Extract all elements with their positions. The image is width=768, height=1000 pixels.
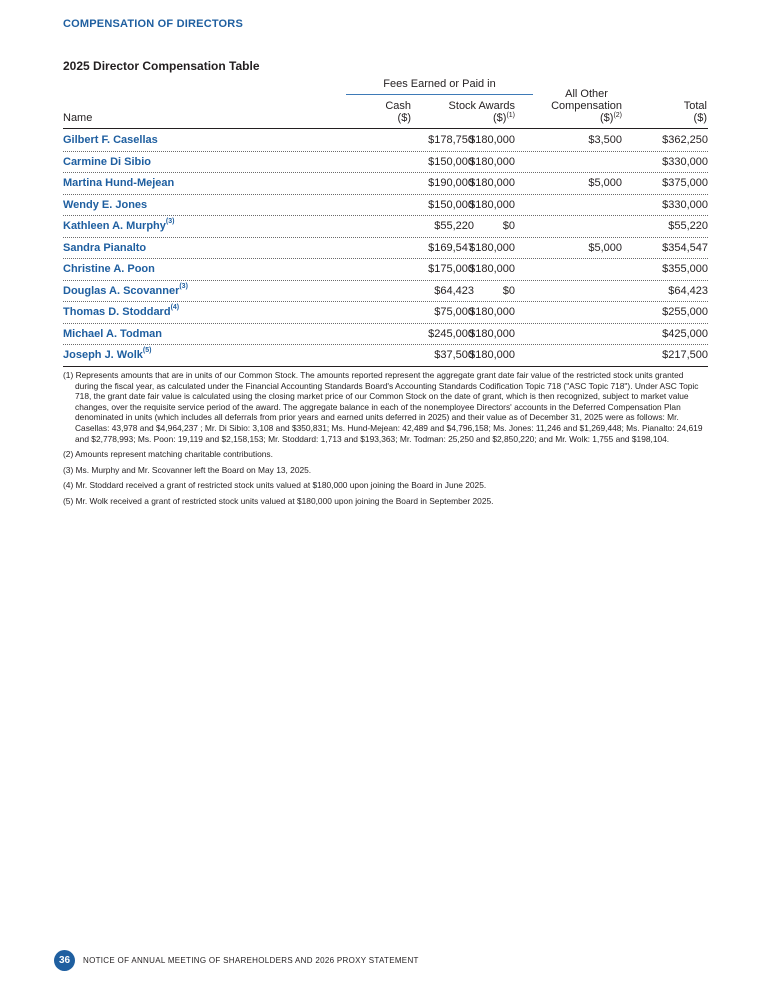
fees-group-rule (346, 94, 533, 95)
cash-value: $190,000 (428, 177, 474, 189)
column-header-total (684, 100, 707, 124)
footnotes (63, 370, 708, 512)
fees-group-header: Fees Earned or Paid in (383, 78, 496, 90)
cash-value: $37,500 (434, 349, 474, 361)
total-header-line1: Total (683, 100, 707, 112)
cash-value: $178,750 (428, 134, 474, 146)
director-name: Joseph J. Wolk$^{(5)}$ (63, 347, 152, 361)
table-row (63, 130, 708, 152)
stock-value: $0 (502, 220, 515, 232)
stock-value: $180,000 (469, 327, 515, 340)
total-value: $217,500 (662, 349, 708, 361)
stock-value: $180,000 (469, 306, 515, 318)
stock-header-line2: ($) (492, 112, 507, 124)
section-header: COMPENSATION OF DIRECTORS (63, 18, 243, 30)
table-row (63, 324, 708, 346)
table-row (63, 259, 708, 281)
stock-header-line1: Stock Awards (448, 100, 515, 112)
footnote-ref-1: (1) (506, 112, 515, 119)
column-header-stock-awards (449, 100, 515, 124)
other-value: $5,000 (588, 241, 622, 254)
footnote-5: (5) Mr. Wolk received a grant of restricted stock units valued at $180,000 upon joining the Board in September 2025. (63, 495, 494, 506)
footnote-ref-2: (2) (613, 112, 622, 119)
other-header-line2: Compensation (551, 100, 622, 112)
director-name: Thomas D. Stoddard$^{(4)}$ (63, 304, 180, 318)
cash-value: $245,000 (428, 327, 474, 340)
cash-header-line1: Cash (385, 100, 411, 112)
total-value: $330,000 (662, 155, 708, 168)
total-value: $55,220 (668, 220, 708, 232)
total-value: $64,423 (668, 284, 708, 297)
column-header-name: Name (63, 112, 93, 124)
director-name: Sandra Pianalto (63, 241, 147, 254)
cash-value: $55,220 (434, 220, 474, 232)
table-row (63, 195, 708, 217)
stock-value: $180,000 (469, 241, 515, 254)
stock-value: $180,000 (469, 349, 515, 361)
total-header-line2: ($) (693, 112, 707, 124)
stock-value: $180,000 (469, 155, 515, 168)
compensation-table-body (63, 130, 708, 367)
cash-value: $175,000 (428, 263, 474, 275)
page-number-badge: 36 (54, 950, 75, 971)
table-row (63, 152, 708, 174)
director-name: Gilbert F. Casellas (63, 134, 158, 146)
director-name: Michael A. Todman (63, 327, 163, 340)
other-value: $5,000 (588, 177, 622, 189)
footnote-2: (2) Amounts represent matching charitable contributions. (63, 449, 273, 460)
total-value: $362,250 (662, 134, 708, 146)
cash-value: $75,000 (434, 306, 474, 318)
stock-value: $180,000 (469, 134, 515, 146)
cash-value: $64,423 (434, 284, 474, 297)
cash-value: $150,000 (428, 155, 474, 168)
director-name: Wendy E. Jones (63, 198, 148, 211)
footnote-3: (3) Ms. Murphy and Mr. Scovanner left the Board on May 13, 2025. (63, 464, 312, 475)
page-footer (54, 950, 419, 970)
table-row (63, 281, 708, 303)
cash-header-line2: ($) (397, 112, 411, 124)
total-value: $375,000 (662, 177, 708, 189)
director-name: Christine A. Poon (63, 263, 155, 275)
cash-value: $169,547 (428, 241, 474, 254)
footnote-4: (4) Mr. Stoddard received a grant of restricted stock units valued at $180,000 upon joining the Board in June 2025. (63, 480, 487, 491)
stock-value: $0 (502, 284, 515, 297)
other-header-line3: ($) (599, 112, 614, 124)
table-row (63, 345, 708, 367)
stock-value: $180,000 (469, 198, 515, 211)
other-value: $3,500 (588, 134, 622, 146)
header-rule (63, 128, 708, 129)
total-value: $355,000 (662, 263, 708, 275)
director-name: Martina Hund-Mejean (63, 177, 175, 189)
stock-value: $180,000 (469, 177, 515, 189)
footnote-1: (1) Represents amounts that are in units of our Common Stock. The amounts reported represent the aggregate grant date fair value of the restricted stock units granted during the fiscal year, as calculated under the Financial Accounting Standards Board's Accounting Standards Codification Topic 718 ("ASC Topic 718"). Under ASC Topic 718, the grant date fair value is calculated using the closing market price of our Common Stock on the date of grant, which is then recognized, subject to market value changes, over the requisite service period of the award. The aggregate balance in each of the nonemployee Directors' accounts in the Deferred Compensation Plan denominated in units (which includes all deferrals from prior years and earned units deferred in 2025) and their value as of December 31, 2025 were as follows: Mr. Casellas: 43,978 and $4,964,237 ; Mr. Di Sibio: 3,108 and $350,831; Ms. Hund-Mejean: 42,489 and $4,796,158; Ms. Jones: 11,246 and $1,269,448; Ms. Pianalto: 24,619 and $2,778,993; Ms. Poon: 19,119 and $2,158,153; Mr. Stoddard: 1,713 and $193,363; Mr. Todman: 25,250 and $2,850,220; and Mr. Wolk: 1,755 and $198,104. (63, 370, 703, 444)
table-title: 2025 Director Compensation Table (63, 59, 260, 73)
table-row (63, 216, 708, 238)
stock-value: $180,000 (469, 263, 515, 275)
total-value: $425,000 (662, 327, 708, 340)
other-header-line1: All Other (565, 88, 608, 100)
total-value: $354,547 (662, 241, 708, 254)
table-row (63, 238, 708, 260)
total-value: $255,000 (662, 306, 708, 318)
table-row (63, 302, 708, 324)
director-name: Kathleen A. Murphy$^{(3)}$ (63, 218, 175, 232)
table-row (63, 173, 708, 195)
footer-text: NOTICE OF ANNUAL MEETING OF SHAREHOLDERS AND 2026 PROXY STATEMENT (83, 955, 419, 965)
total-value: $330,000 (662, 198, 708, 211)
director-name: Carmine Di Sibio (63, 155, 152, 168)
column-header-cash (385, 100, 411, 124)
cash-value: $150,000 (428, 198, 474, 211)
column-header-all-other (551, 88, 622, 124)
director-name: Douglas A. Scovanner$^{(3)}$ (63, 282, 188, 297)
